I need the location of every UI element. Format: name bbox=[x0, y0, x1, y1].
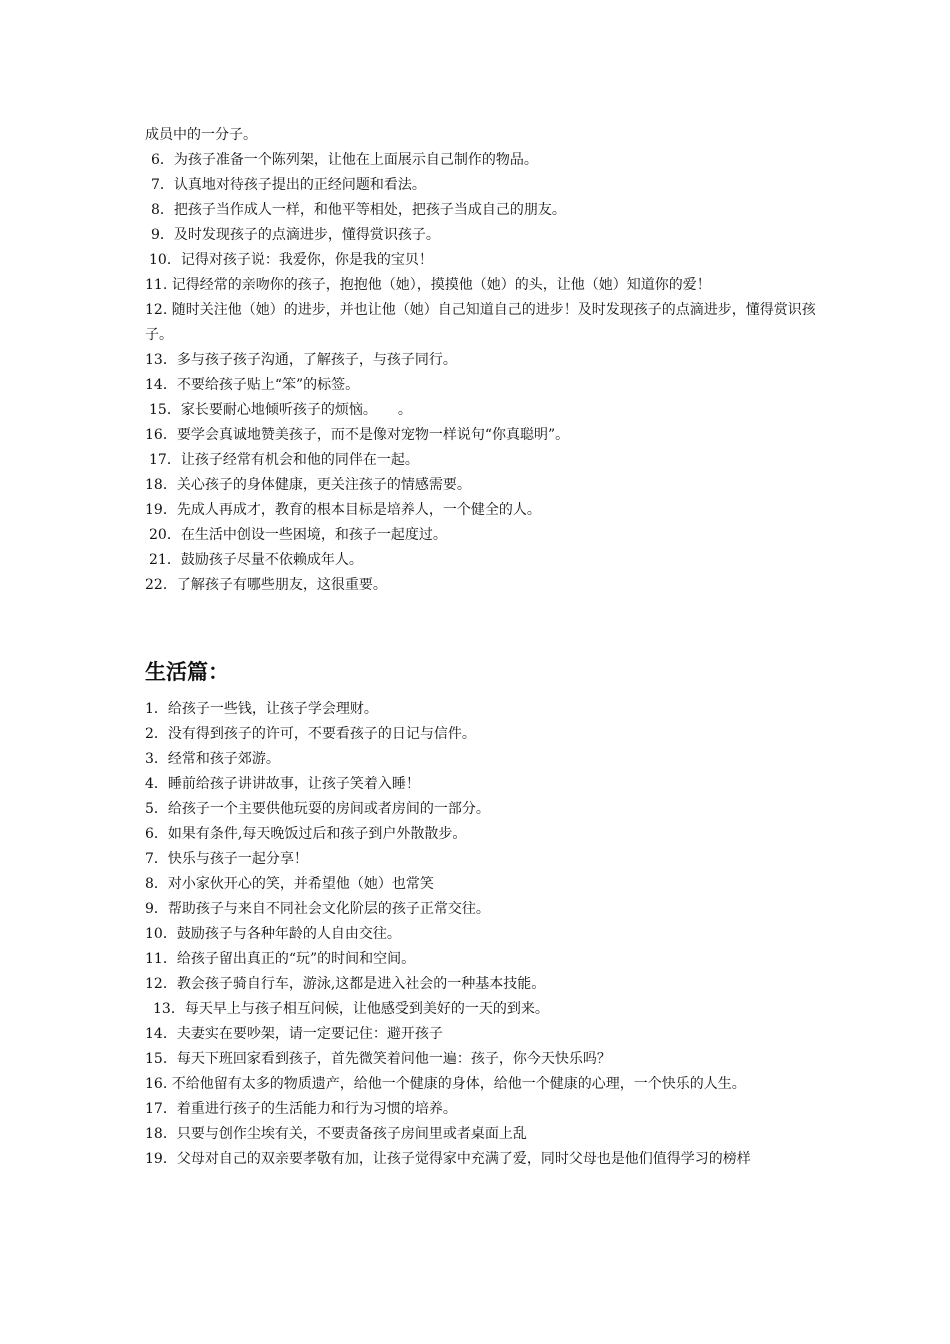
list-item: 12．教会孩子骑自行车，游泳,这都是进入社会的一种基本技能。 bbox=[145, 976, 546, 992]
list-item: 19．父母对自己的双亲要孝敬有加，让孩子觉得家中充满了爱，同时父母也是他们值得学习的榜样 bbox=[145, 1151, 751, 1167]
list-item: 15．每天下班回家看到孩子，首先微笑着问他一遍：孩子，你今天快乐吗？ bbox=[145, 1051, 611, 1067]
section-life-list bbox=[145, 697, 825, 1172]
list-item: 13．多与孩子孩子沟通，了解孩子，与孩子同行。 bbox=[145, 352, 457, 368]
list-item: 20．在生活中创设一些困境，和孩子一起度过。 bbox=[149, 527, 447, 543]
list-item: 9．帮助孩子与来自不同社会文化阶层的孩子正常交往。 bbox=[145, 901, 490, 917]
list-item: 11．给孩子留出真正的“玩”的时间和空间。 bbox=[145, 951, 416, 967]
list-item: 15．家长要耐心地倾听孩子的烦恼。 。 bbox=[149, 402, 412, 418]
list-item: 14．不要给孩子贴上“笨”的标签。 bbox=[145, 377, 360, 393]
list-item: 6．如果有条件,每天晚饭过后和孩子到户外散散步。 bbox=[145, 826, 467, 842]
list-item: 10．鼓励孩子与各种年龄的人自由交往。 bbox=[145, 926, 401, 942]
list-item: 9．及时发现孩子的点滴进步，懂得赏识孩子。 bbox=[151, 227, 440, 243]
list-item: 3．经常和孩子郊游。 bbox=[145, 751, 280, 767]
list-item: 22．了解孩子有哪些朋友，这很重要。 bbox=[145, 577, 387, 593]
list-item: 成员中的一分子。 bbox=[145, 127, 257, 143]
list-item: 19．先成人再成才，教育的根本目标是培养人，一个健全的人。 bbox=[145, 502, 541, 518]
list-item: 14．夫妻实在要吵架，请一定要记住：避开孩子 bbox=[145, 1026, 443, 1042]
list-item: 16．要学会真诚地赞美孩子，而不是像对宠物一样说句“你真聪明”。 bbox=[145, 427, 570, 443]
list-item: 8．对小家伙开心的笑，并希望他（她）也常笑 bbox=[145, 876, 434, 892]
section-parenting-list bbox=[145, 123, 825, 598]
section-heading-life: 生活篇： bbox=[145, 660, 229, 684]
list-item: 17．着重进行孩子的生活能力和行为习惯的培养。 bbox=[145, 1101, 457, 1117]
list-item: 17．让孩子经常有机会和他的同伴在一起。 bbox=[149, 452, 419, 468]
list-item: 7．认真地对待孩子提出的正经问题和看法。 bbox=[151, 177, 426, 193]
list-item: 16. 不给他留有太多的物质遗产，给他一个健康的身体，给他一个健康的心理，一个快乐的人生。 bbox=[145, 1076, 746, 1092]
list-item: 2．没有得到孩子的许可，不要看孩子的日记与信件。 bbox=[145, 726, 476, 742]
list-item: 18．关心孩子的身体健康，更关注孩子的情感需要。 bbox=[145, 477, 471, 493]
list-item: 1．给孩子一些钱，让孩子学会理财。 bbox=[145, 701, 378, 717]
list-item: 7．快乐与孩子一起分享！ bbox=[145, 851, 308, 867]
list-item: 18．只要与创作尘埃有关，不要责备孩子房间里或者桌面上乱 bbox=[145, 1126, 527, 1142]
list-item: 11. 记得经常的亲吻你的孩子，抱抱他（她），摸摸他（她）的头，让他（她）知道你的爱！ bbox=[145, 277, 711, 293]
list-item: 10．记得对孩子说：我爱你，你是我的宝贝！ bbox=[149, 252, 433, 268]
list-item: 6．为孩子准备一个陈列架，让他在上面展示自己制作的物品。 bbox=[151, 152, 538, 168]
list-item: 5．给孩子一个主要供他玩耍的房间或者房间的一部分。 bbox=[145, 801, 490, 817]
list-item: 13．每天早上与孩子相互问候，让他感受到美好的一天的到来。 bbox=[153, 1001, 549, 1017]
list-item: 4．睡前给孩子讲讲故事，让孩子笑着入睡！ bbox=[145, 776, 420, 792]
list-item: 12. 随时关注他（她）的进步，并也让他（她）自己知道自己的进步！及时发现孩子的点滴进步，懂得赏识孩子。 bbox=[145, 302, 816, 343]
list-item: 21．鼓励孩子尽量不依赖成年人。 bbox=[149, 552, 363, 568]
list-item: 8．把孩子当作成人一样，和他平等相处，把孩子当成自己的朋友。 bbox=[151, 202, 566, 218]
